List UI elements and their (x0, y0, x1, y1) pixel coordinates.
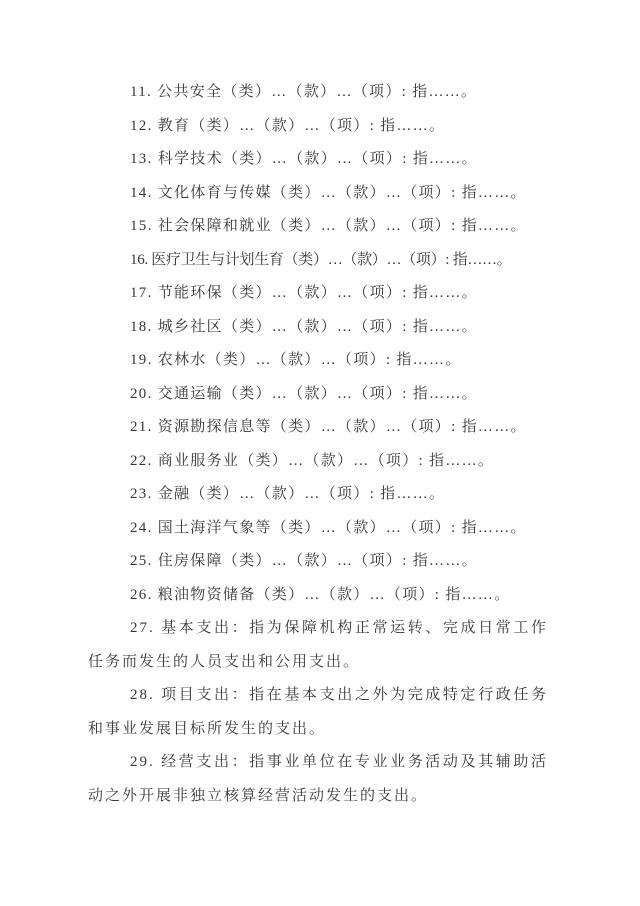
definition-paragraph: 27. 基本支出：指为保障机构正常运转、完成日常工作任务而发生的人员支出和公用支出。 (88, 620, 548, 670)
category-line: 16. 医疗卫生与计划生育（类）…（款）…（项）: 指……。 (130, 251, 512, 268)
category-line: 13. 科学技术（类）…（款）…（项）: 指……。 (130, 151, 478, 167)
category-line: 17. 节能环保（类）…（款）…（项）: 指……。 (130, 285, 478, 301)
definition-paragraph: 28. 项目支出：指在基本支出之外为完成特定行政任务和事业发展目标所发生的支出。 (88, 687, 548, 737)
category-line: 25. 住房保障（类）…（款）…（项）: 指……。 (130, 553, 478, 569)
definition-paragraph: 29. 经营支出：指事业单位在专业业务活动及其辅助活动之外开展非独立核算经营活动发生的支出。 (88, 754, 548, 804)
category-line: 26. 粮油物资储备（类）…（款）…（项）: 指……。 (130, 586, 511, 603)
category-line: 14. 文化体育与传媒（类）…（款）…（项）: 指……。 (130, 184, 527, 201)
document-body (88, 76, 548, 813)
category-line: 24. 国土海洋气象等（类）…（款）…（项）: 指……。 (130, 519, 527, 536)
category-line: 11. 公共安全（类）…（款）…（项）: 指……。 (130, 84, 478, 100)
category-line: 12. 教育（类）…（款）…（项）: 指……。 (130, 117, 446, 134)
category-line: 19. 农林水（类）…（款）…（项）: 指……。 (130, 352, 462, 368)
category-line: 15. 社会保障和就业（类）…（款）…（项）: 指……。 (130, 218, 527, 234)
category-line: 20. 交通运输（类）…（款）…（项）: 指……。 (130, 385, 478, 402)
category-line: 22. 商业服务业（类）…（款）…（项）: 指……。 (130, 452, 495, 469)
category-line: 21. 资源勘探信息等（类）…（款）…（项）: 指……。 (130, 419, 527, 435)
category-line: 23. 金融（类）…（款）…（项）: 指……。 (130, 486, 446, 502)
category-line: 18. 城乡社区（类）…（款）…（项）: 指……。 (130, 318, 478, 335)
